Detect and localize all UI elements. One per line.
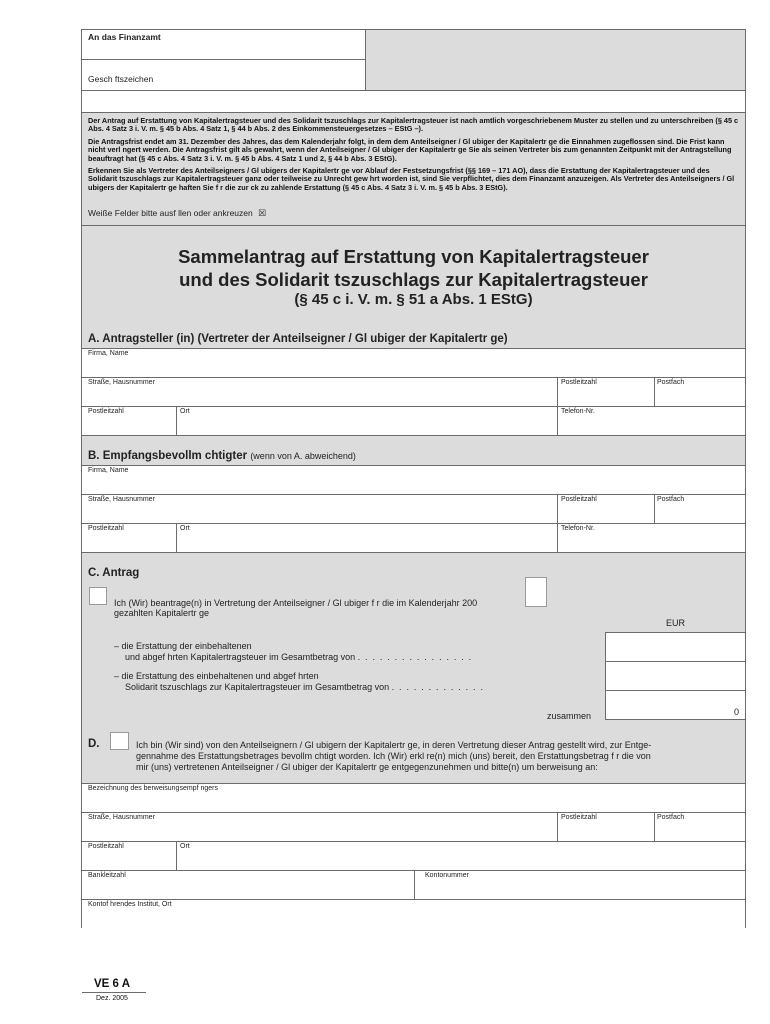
- divider: [82, 494, 745, 495]
- section-a-fields: [82, 348, 745, 436]
- c-item-1-text: und abgef hrten Kapitalertragsteuer im Gesamtbetrag von: [125, 652, 356, 662]
- divider: [414, 870, 415, 899]
- b-firma-label: Firma, Name: [88, 467, 129, 474]
- form-title-line-1: Sammelantrag auf Erstattung von Kapitalertragsteuer: [178, 246, 649, 267]
- section-b-fields: [82, 465, 745, 553]
- d-kontonummer-label: Kontonummer: [425, 872, 469, 879]
- d-postfach-label: Postfach: [657, 814, 685, 821]
- total-amount-value: 0: [734, 707, 740, 717]
- notes-divider: [82, 225, 745, 226]
- form-title-line-2: und des Solidarit tszuschlags zur Kapitalertragsteuer: [179, 269, 648, 290]
- divider: [176, 406, 177, 436]
- c-line-1: Ich (Wir) beantrage(n) in Vertretung der Anteilseigner / Gl ubiger f r die im Kalenderjahr 200: [114, 598, 478, 608]
- d-kontofuehrendes-label: Kontof hrendes Institut, Ort: [88, 901, 172, 908]
- c-item-2-text: Solidarit tszuschlags zur Kapitalertragsteuer im Gesamtbetrag von: [125, 682, 390, 692]
- divider: [654, 494, 655, 523]
- divider: [176, 841, 177, 870]
- divider: [82, 377, 745, 378]
- note-paragraph-3: Erkennen Sie als Vertreter des Anteilseigners / Gl ubigers der Kapitalertr ge vor Ablauf der Festsetzungsfrist (§§ 169 – 171 AO), dass die Erstattung der Kapitalertragsteuer und des Solidarit tszuschlags zur Kapitalertragsteuer ganz oder teilweise zu Unrecht gew hrt worden ist, sind Sie verpflichtet, dies dem Finanzamt anzuzeigen. Als Vertreter des Anteilseigners / Gl ubigers der Kapitalertr ge haften Sie f r die zur ck zu zahlende Erstattung (§ 45 c Abs. 4 Satz 3 i. V. m. § 45 b Abs. 3 EStG).: [88, 166, 735, 192]
- fill-hint-text: Weiße Felder bitte ausf llen oder ankreuzen: [88, 208, 253, 218]
- d-text-3: mir (uns) vertretenen Anteilseigner / Gl ubiger der Kapitalertr ge entgegenzunehmen und bitte(n) um berweisung an:: [136, 762, 598, 772]
- section-c-heading: C. Antrag: [88, 567, 140, 579]
- d-bankleitzahl-label: Bankleitzahl: [88, 872, 126, 879]
- divider: [557, 812, 558, 841]
- note-paragraph-2: Die Antragsfrist endet am 31. Dezember des Jahres, das dem Kalenderjahr folgt, in dem dem Anteilseigner / Gl ubiger der Kapitalertr ge die Einnahmen zugeflossen sind. Die Frist kann nicht verl ngert werden. Die Antragsfrist gilt als gewahrt, wenn der Anteilseigner / Gl ubiger der Kapitalertr ge Sie als seinen Vertreter bis zum genannten Zeitpunkt mit der Antragstellung beauftragt hat (§ 45 c Abs. 4 Satz 3 i. V. m. § 45 b Abs. 4 Satz 1 und 2, § 44 b Abs. 3 EStG).: [88, 137, 732, 163]
- section-b-subtitle: (wenn von A. abweichend): [250, 451, 356, 461]
- d-bezeichnung-label: Bezeichnung des berweisungsempf ngers: [88, 785, 218, 792]
- year-digit-field[interactable]: [525, 577, 547, 607]
- divider: [176, 523, 177, 553]
- form-date: Dez. 2005: [96, 995, 128, 1002]
- divider: [557, 494, 558, 553]
- c-item-2-line-1: – die Erstattung des einbehaltenen und abgef hrten: [114, 671, 319, 681]
- b-plz-right-label: Postleitzahl: [561, 496, 597, 503]
- finanzamt-label: An das Finanzamt: [88, 32, 161, 42]
- eur-label: EUR: [666, 618, 686, 628]
- c-line-2: gezahlten Kapitalertr ge: [114, 608, 210, 618]
- a-plz-label: Postleitzahl: [88, 408, 124, 415]
- soli-amount-field[interactable]: [605, 661, 746, 691]
- divider: [557, 377, 558, 436]
- bevollmaechtigt-checkbox[interactable]: [110, 732, 129, 750]
- section-a-heading: A. Antragsteller (in) (Vertreter der Anteilseigner / Gl ubiger der Kapitalertr ge): [88, 333, 508, 345]
- total-amount-field[interactable]: [605, 690, 746, 720]
- a-strasse-label: Straße, Hausnummer: [88, 379, 155, 386]
- section-d-fields: [82, 783, 745, 928]
- b-strasse-label: Straße, Hausnummer: [88, 496, 155, 503]
- zusammen-label: zusammen: [547, 711, 592, 721]
- section-d-heading: D.: [88, 738, 100, 750]
- crossed-box-icon: ☒: [258, 208, 267, 218]
- divider: [82, 899, 745, 900]
- a-firma-label: Firma, Name: [88, 350, 129, 357]
- divider: [82, 406, 745, 407]
- c-item-1-line-2: [125, 652, 472, 663]
- tax-form: [81, 29, 746, 928]
- form-id-underline: [82, 992, 146, 993]
- divider: [82, 523, 745, 524]
- c-item-1-line-1: – die Erstattung der einbehaltenen: [114, 641, 252, 651]
- divider: [654, 812, 655, 841]
- a-telefon-label: Telefon-Nr.: [561, 408, 595, 415]
- form-id: VE 6 A: [94, 978, 131, 990]
- b-plz-label: Postleitzahl: [88, 525, 124, 532]
- d-strasse-label: Straße, Hausnummer: [88, 814, 155, 821]
- divider: [82, 812, 745, 813]
- divider: [654, 377, 655, 406]
- header-full-field[interactable]: [82, 90, 745, 113]
- geschaeftszeichen-label: Gesch ftszeichen: [88, 74, 154, 84]
- antrag-checkbox[interactable]: [89, 587, 107, 605]
- c-item-2-line-2: [125, 682, 484, 693]
- fill-hint: [88, 208, 266, 219]
- note-paragraph-1: Der Antrag auf Erstattung von Kapitalertragsteuer und des Solidarit tszuschlags zur Kapitalertragsteuer ist nach amtlich vorgeschriebenem Muster zu stellen und zu unterschreiben (§ 45 c Abs. 4 Satz 3 i. V. m. § 45 b Abs. 4 Satz 1, § 44 b Abs. 2 des Einkommensteuergesetzes – EStG –).: [88, 116, 739, 134]
- b-ort-label: Ort: [180, 525, 190, 532]
- a-ort-label: Ort: [180, 408, 190, 415]
- section-b-title: B. Empfangsbevollm chtigter: [88, 450, 248, 462]
- d-plz-label: Postleitzahl: [88, 843, 124, 850]
- section-b-heading: [88, 450, 356, 462]
- d-text-2: gennahme des Erstattungsbetrages bevollm chtigt worden. Ich (Wir) erkl re(n) mich (uns) bereit, den Erstattungsbetrag f r die von: [136, 751, 651, 761]
- a-plz-right-label: Postleitzahl: [561, 379, 597, 386]
- b-telefon-label: Telefon-Nr.: [561, 525, 595, 532]
- form-title-line-3: (§ 45 c i. V. m. § 51 a Abs. 1 EStG): [294, 291, 533, 308]
- d-text-1: Ich bin (Wir sind) von den Anteilseignern / Gl ubigern der Kapitalertr ge, in deren Vertretung dieser Antrag gestellt wird, zur Entge-: [136, 740, 652, 750]
- kapitalertragsteuer-amount-field[interactable]: [605, 632, 746, 662]
- d-ort-label: Ort: [180, 843, 190, 850]
- divider: [82, 841, 745, 842]
- d-plz-right-label: Postleitzahl: [561, 814, 597, 821]
- leader-dots: . . . . . . . . . . . . .: [391, 682, 485, 692]
- b-postfach-label: Postfach: [657, 496, 685, 503]
- leader-dots: . . . . . . . . . . . . . . . .: [357, 652, 473, 662]
- a-postfach-label: Postfach: [657, 379, 685, 386]
